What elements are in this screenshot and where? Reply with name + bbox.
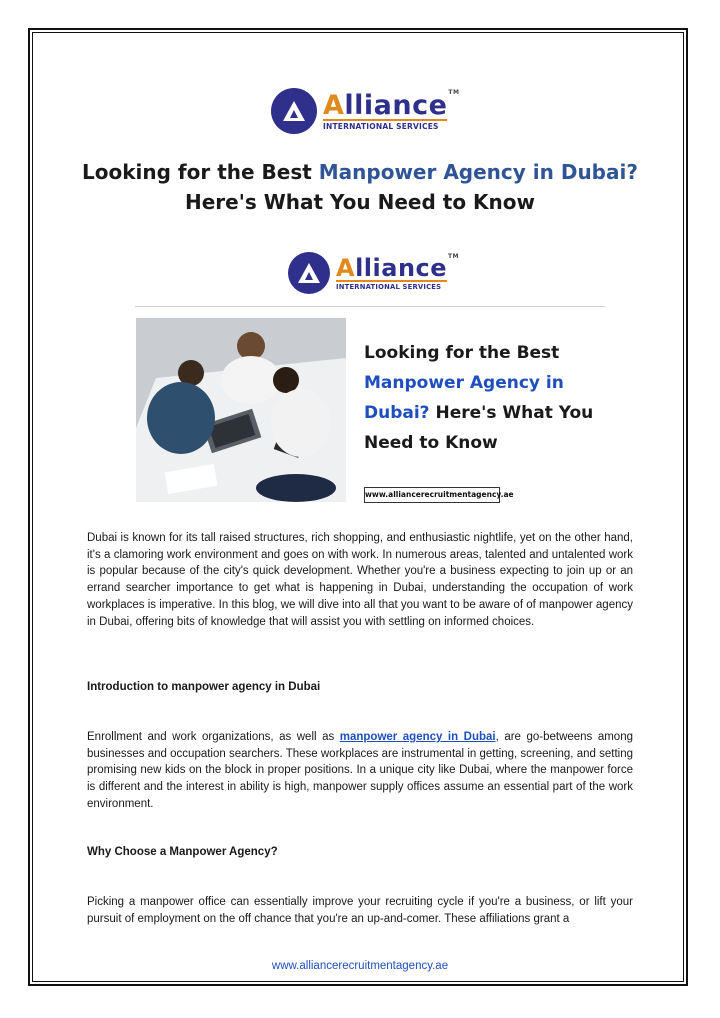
banner-title-line1: Looking for the Best	[364, 343, 560, 363]
page-title	[60, 157, 660, 217]
logo-mark-icon	[271, 88, 317, 134]
banner-title-line2: Manpower Agency in	[364, 373, 564, 393]
logo-subtitle: INTERNATIONAL SERVICES	[336, 280, 447, 291]
banner-url: www.alliancerecruitmentagency.ae	[364, 487, 500, 503]
why-choose-paragraph: Picking a manpower office can essentially improve your recruiting cycle if you're a business, or lift your pursuit of employment on the off chance that you're an up-and-comer. These affiliations grant a	[87, 896, 633, 925]
logo-subtitle: INTERNATIONAL SERVICES	[323, 119, 447, 131]
banner-title	[364, 338, 634, 458]
introduction-paragraph: Enrollment and work organizations, as well as manpower agency in Dubai, are go-betweens among businesses and occupation searchers. These workplaces are instrumental in getting, screening, and setting promising new kids on the block in proper positions. In a unique city like Dubai, where the manpower force is different and the interest in ability is high, manpower supply offices assume an essential part of the work environment.	[87, 731, 633, 810]
page-title-line1: Looking for the Best Manpower Agency in Dubai?	[82, 160, 638, 184]
page-title-line2: Here's What You Need to Know	[185, 190, 535, 214]
logo-letter-a: A	[323, 89, 345, 121]
logo-mark-icon	[288, 252, 330, 294]
logo-name: lliance	[355, 253, 448, 282]
banner-title-line4: Need to Know	[364, 433, 498, 453]
section-heading-why-choose: Why Choose a Manpower Agency?	[87, 846, 278, 858]
divider	[135, 306, 605, 307]
logo-trademark: TM	[448, 88, 460, 96]
office-meeting-photo	[136, 318, 346, 502]
logo-trademark: TM	[447, 252, 460, 260]
logo-name: lliance	[344, 89, 448, 121]
page-title-accent: Manpower Agency in Dubai?	[318, 160, 638, 184]
intro-paragraph: Dubai is known for its tall raised structures, rich shopping, and enthusiastic nightlife, yet on the other hand, it's a clamoring work environment and goes on with work. In numerous areas, talented and untalented work is popular because of the city's quick development. Whether you're a business expecting to join up or an errand searcher importance to get what is happening in Dubai, understanding the occupation of work workplaces is imperative. In this blog, we will dive into all that you want to be aware of of manpower agency in Dubai, offering bits of knowledge that will assist you with settling on informed choices.	[87, 532, 633, 628]
brand-logo-banner	[288, 252, 460, 294]
logo-letter-a: A	[336, 253, 356, 282]
manpower-agency-link[interactable]: manpower agency in Dubai	[339, 731, 496, 743]
footer-website-link[interactable]: www.alliancerecruitmentagency.ae	[271, 960, 449, 972]
banner-title-line3: Dubai? Here's What You	[364, 403, 594, 423]
section-heading-introduction: Introduction to manpower agency in Dubai	[87, 681, 321, 693]
brand-logo-top	[271, 88, 460, 134]
